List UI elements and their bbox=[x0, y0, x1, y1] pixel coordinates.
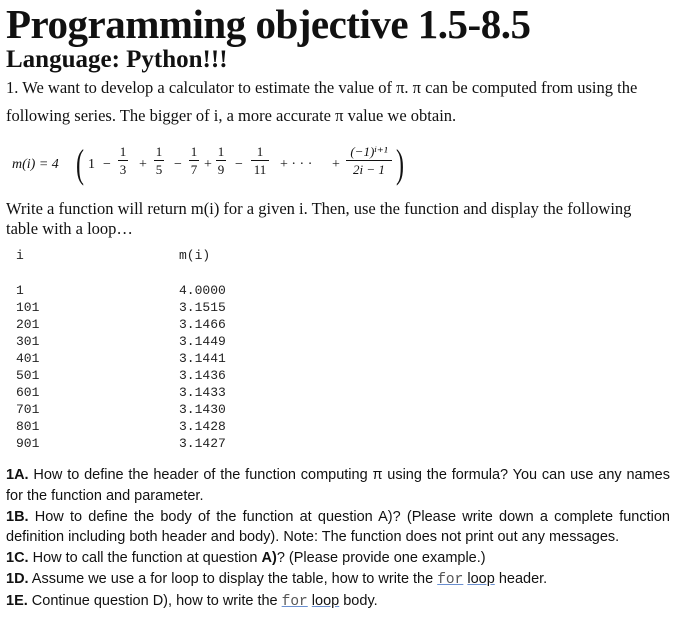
formula-sign: − bbox=[174, 157, 182, 172]
formula-one: 1 bbox=[88, 157, 95, 172]
question1-text-line4: table with a loop… bbox=[6, 219, 133, 238]
formula-fraction: 1 9 bbox=[217, 144, 225, 177]
formula-general-term: (−1)ⁱ⁺¹ 2i − 1 bbox=[346, 144, 392, 177]
question1-text-line3: Write a function will return m(i) for a given i. Then, use the function and display the following bbox=[6, 199, 632, 218]
table-cell: 501 bbox=[16, 368, 40, 383]
table-cell: 4.0000 bbox=[179, 283, 226, 298]
question-1e: 1E. Continue question D), how to write the for loop body. bbox=[6, 592, 378, 610]
table-cell: 601 bbox=[16, 385, 40, 400]
series-formula bbox=[6, 140, 446, 190]
table-cell: 301 bbox=[16, 334, 40, 349]
formula-sign: + bbox=[204, 157, 212, 172]
formula-close-paren: ) bbox=[396, 141, 404, 186]
table-cell: 3.1427 bbox=[179, 436, 226, 451]
formula-fraction: 1 5 bbox=[155, 144, 163, 177]
table-cell: 701 bbox=[16, 402, 40, 417]
table-cell: 201 bbox=[16, 317, 40, 332]
table-cell: 3.1433 bbox=[179, 385, 226, 400]
language-heading: Language: Python!!! bbox=[6, 46, 228, 73]
table-cell: 1 bbox=[16, 283, 24, 298]
formula-sign: + bbox=[332, 157, 340, 172]
table-cell: 3.1515 bbox=[179, 300, 226, 315]
page-title: Programming objective 1.5-8.5 bbox=[6, 1, 531, 47]
table-cell: 3.1441 bbox=[179, 351, 226, 366]
table-column-i bbox=[16, 282, 39, 452]
question-1b: 1B. How to define the body of the function at question A)? (Please write down a complete function definition including both header and body). Note: The function does not print out any messages. bbox=[6, 508, 670, 546]
table-cell: 3.1466 bbox=[179, 317, 226, 332]
formula-open-paren: ( bbox=[76, 141, 84, 186]
formula-fraction: 1 3 bbox=[119, 144, 127, 177]
formula-ellipsis: + · · · bbox=[280, 157, 313, 172]
question-1d: 1D. Assume we use a for loop to display the table, how to write the for loop header. bbox=[6, 570, 548, 588]
table-cell: 3.1430 bbox=[179, 402, 226, 417]
question1-text-line1: 1. We want to develop a calculator to estimate the value of π. π can be computed from using the bbox=[6, 78, 638, 97]
table-cell: 101 bbox=[16, 300, 40, 315]
table-cell: 3.1449 bbox=[179, 334, 226, 349]
table-column-m bbox=[179, 282, 226, 452]
formula-sign: − bbox=[103, 157, 111, 172]
formula-lhs: m(i) = 4 bbox=[12, 157, 59, 172]
table-header-i: i bbox=[16, 248, 24, 263]
question-1c: 1C. How to call the function at question A)? (Please provide one example.) bbox=[6, 550, 486, 567]
table-cell: 901 bbox=[16, 436, 40, 451]
formula-sign: − bbox=[235, 157, 243, 172]
question1-text-line2: following series. The bigger of i, a more accurate π value we obtain. bbox=[6, 106, 457, 125]
table-cell: 401 bbox=[16, 351, 40, 366]
table-header-m: m(i) bbox=[179, 248, 211, 263]
question-1a: 1A. How to define the header of the function computing π using the formula? You can use any names for the function and parameter. bbox=[6, 467, 670, 504]
table-cell: 3.1436 bbox=[179, 368, 226, 383]
sub-questions bbox=[6, 465, 670, 613]
table-cell: 3.1428 bbox=[179, 419, 226, 434]
formula-sign: + bbox=[139, 157, 147, 172]
formula-fraction: 1 7 bbox=[190, 144, 198, 177]
table-cell: 801 bbox=[16, 419, 40, 434]
formula-fraction: 1 11 bbox=[251, 144, 269, 177]
